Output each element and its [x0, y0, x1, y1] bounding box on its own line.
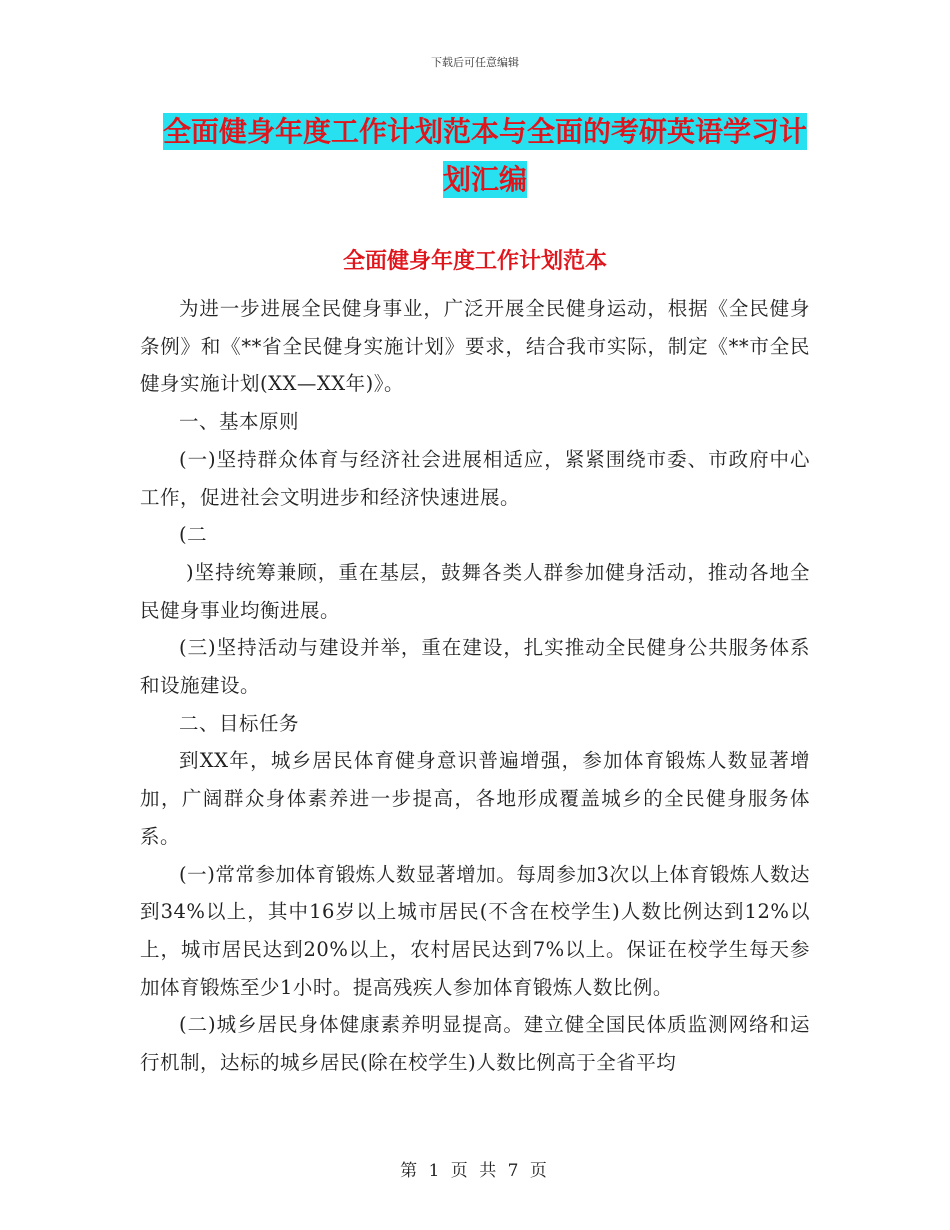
- paragraph: (二: [179, 523, 208, 547]
- page-header: 下载后可任意编辑: [431, 56, 519, 69]
- paragraph-text: )坚持统筹兼顾，重在基层，鼓舞各类人群参加健身活动，推动各地全民健身事业均衡进展。: [140, 560, 810, 622]
- page-footer: 第 1 页 共 7 页: [400, 1161, 550, 1181]
- paragraph: [140, 554, 810, 629]
- paragraph: (二)城乡居民身体健康素养明显提高。建立健全国民体质监测网络和运行机制，达标的城乡居民(除在校学生)人数比例高于全省平均: [140, 1013, 810, 1075]
- paragraph: 到XX年，城乡居民体育健身意识普遍增强，参加体育锻炼人数显著增加，广阔群众身体素养进一步提高，各地形成覆盖城乡的全民健身服务体系。: [140, 749, 810, 848]
- heading-basic-principles: 一、基本原则: [179, 410, 300, 434]
- document-title-line1: 全面健身年度工作计划范本与全面的考研英语学习计: [162, 115, 807, 148]
- paragraph: (三)坚持活动与建设并举，重在建设，扎实推动全民健身公共服务体系和设施建设。: [140, 636, 810, 698]
- document-body: [140, 290, 810, 1082]
- paragraph: (一)常常参加体育锻炼人数显著增加。每周参加3次以上体育锻炼人数达到34%以上，其中16岁以上城市居民(不含在校学生)人数比例达到12%以上，城市居民达到20%以上，农村居民达到7%以上。保证在校学生每天参加体育锻炼至少1小时。提高残疾人参加体育锻炼人数比例。: [140, 862, 810, 999]
- document-title: [140, 108, 830, 204]
- paragraph: 为进一步进展全民健身事业，广泛开展全民健身运动，根据《全民健身条例》和《**省全民健身实施计划》要求，结合我市实际，制定《**市全民健身实施计划(XX—XX年)》。: [140, 297, 810, 396]
- document-title-line2: 划汇编: [442, 163, 527, 196]
- paragraph: (一)坚持群众体育与经济社会进展相适应，紧紧围绕市委、市政府中心工作，促进社会文明进步和经济快速进展。: [140, 447, 810, 509]
- section-title: 全面健身年度工作计划范本: [342, 249, 607, 274]
- heading-goals-tasks: 二、目标任务: [179, 711, 300, 735]
